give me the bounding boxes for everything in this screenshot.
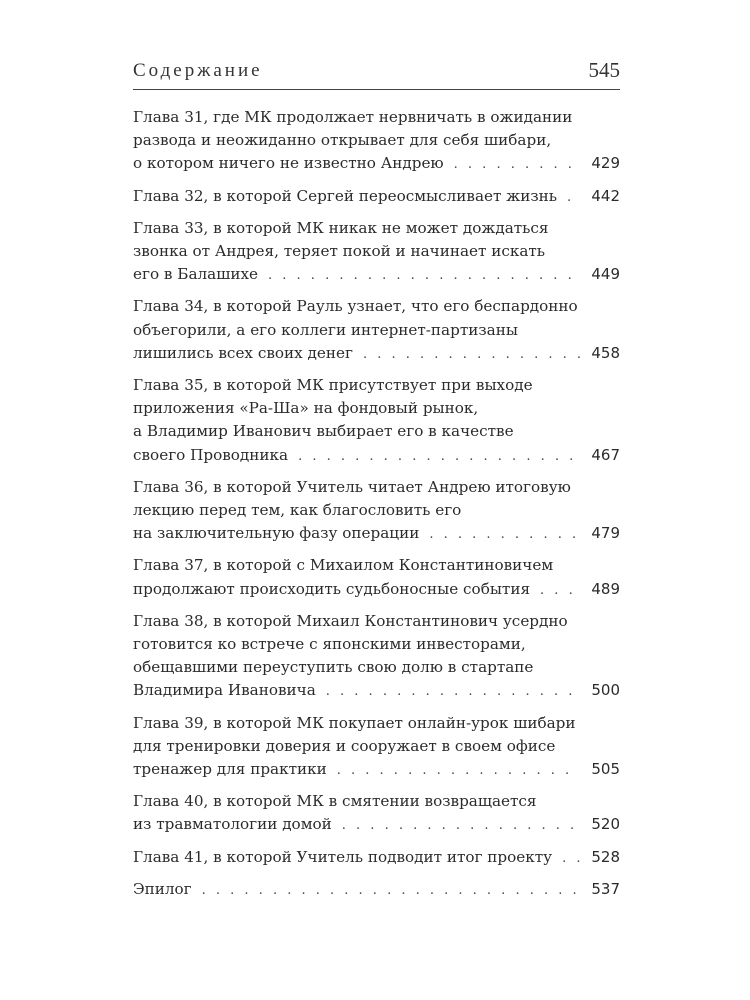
toc-page-number: 528 [591, 847, 620, 866]
toc-entry-last-line [133, 522, 620, 546]
toc-entry-last-line [133, 679, 620, 703]
toc-entry-title-end: на заключительную фазу операции [133, 524, 420, 543]
toc-entry-last-line [133, 578, 620, 602]
dot-leader [298, 445, 580, 468]
toc-entry[interactable] [133, 217, 620, 288]
toc-page-number: 442 [591, 186, 620, 205]
toc-entry-last-line [133, 152, 620, 176]
toc-entry-line: Глава 37, в которой с Михаилом Константиновичем [133, 556, 554, 575]
toc-page-number: 489 [591, 579, 620, 598]
toc-entry[interactable] [133, 295, 620, 366]
toc-entry-line: Глава 33, в которой МК никак не может дождаться [133, 218, 549, 237]
toc-entry-line: Глава 39, в которой МК покупает онлайн-урок шибари [133, 713, 576, 732]
toc-entry-title-end: лишились всех своих денег [133, 343, 353, 362]
toc-entry-line: развода и неожиданно открывает для себя шибари, [133, 131, 552, 150]
toc-entry-line: Глава 38, в которой Михаил Константинович усердно [133, 611, 568, 630]
toc-entry[interactable] [133, 476, 620, 547]
toc-entry-last-line [133, 846, 620, 870]
toc-entry-last-line [133, 758, 620, 782]
toc-entry-line: Глава 40, в которой МК в смятении возвращается [133, 792, 537, 811]
dot-leader [326, 680, 580, 703]
toc-entry[interactable] [133, 712, 620, 783]
toc-entry-title-end: Глава 41, в которой Учитель подводит итог проекту [133, 847, 553, 866]
dot-leader [562, 847, 580, 870]
toc-page-number: 458 [591, 343, 620, 362]
toc-entry-last-line [133, 813, 620, 837]
toc-entry-line: а Владимир Иванович выбирает его в качестве [133, 422, 514, 441]
toc-entry-line: объегорили, а его коллеги интернет-партизаны [133, 320, 518, 339]
dot-leader [540, 579, 580, 602]
dot-leader [337, 759, 580, 782]
toc-page-number: 449 [591, 265, 620, 284]
toc-entry-last-line [133, 444, 620, 468]
dot-leader [429, 523, 580, 546]
toc-page-number: 520 [591, 815, 620, 834]
toc-entry[interactable] [133, 106, 620, 177]
toc-entry-line: лекцию перед тем, как благословить его [133, 501, 462, 520]
toc-entry[interactable] [133, 185, 620, 209]
dot-leader [342, 814, 580, 837]
toc-entry-title-end: Владимира Ивановича [133, 681, 316, 700]
toc-entry[interactable] [133, 878, 620, 902]
toc-entry-line: для тренировки доверия и сооружает в своем офисе [133, 736, 556, 755]
header-rule [133, 89, 620, 90]
toc-entry[interactable] [133, 374, 620, 468]
dot-leader [567, 186, 580, 209]
table-of-contents [133, 106, 620, 910]
toc-entry-title-end: Эпилог [133, 879, 192, 898]
toc-entry-line: Глава 35, в которой МК присутствует при выходе [133, 376, 533, 395]
toc-entry[interactable] [133, 846, 620, 870]
toc-entry-title-end: о котором ничего не известно Андрею [133, 154, 444, 173]
toc-entry-last-line [133, 342, 620, 366]
dot-leader [202, 879, 580, 902]
toc-entry-last-line [133, 263, 620, 287]
page-number: 545 [588, 58, 620, 82]
toc-entry-line: Глава 36, в которой Учитель читает Андрею итоговую [133, 477, 571, 496]
toc-entry-title-end: из травматологии домой [133, 815, 332, 834]
toc-entry-title-end: своего Проводника [133, 445, 289, 464]
toc-page-number: 537 [591, 879, 620, 898]
toc-entry-title-end: тренажер для практики [133, 760, 327, 779]
toc-entry-last-line [133, 878, 620, 902]
toc-entry-line: обещавшими переуступить свою долю в стартапе [133, 658, 534, 677]
toc-page-number: 505 [591, 760, 620, 779]
toc-page-number: 479 [591, 524, 620, 543]
toc-entry-line: готовится ко встрече с японскими инвесторами, [133, 635, 526, 654]
toc-entry-line: звонка от Андрея, теряет покой и начинает искать [133, 242, 546, 261]
toc-entry-last-line [133, 185, 620, 209]
dot-leader [363, 343, 580, 366]
running-head [133, 58, 620, 82]
toc-page-number: 467 [591, 445, 620, 464]
dot-leader [268, 264, 580, 287]
toc-entry[interactable] [133, 790, 620, 837]
toc-entry[interactable] [133, 610, 620, 704]
toc-entry-title-end: продолжают происходить судьбоносные события [133, 579, 531, 598]
toc-entry-title-end: его в Балашихе [133, 265, 259, 284]
toc-page-number: 429 [591, 154, 620, 173]
toc-entry-line: приложения «Ра-Ша» на фондовый рынок, [133, 399, 479, 418]
toc-page-number: 500 [591, 681, 620, 700]
toc-entry-line: Глава 31, где МК продолжает нервничать в ожидании [133, 108, 573, 126]
dot-leader [454, 153, 580, 176]
running-title: Содержание [133, 60, 263, 81]
toc-entry-line: Глава 34, в которой Рауль узнает, что его беспардонно [133, 297, 578, 316]
toc-entry-title-end: Глава 32, в которой Сергей переосмысливает жизнь [133, 186, 558, 205]
toc-entry[interactable] [133, 554, 620, 601]
